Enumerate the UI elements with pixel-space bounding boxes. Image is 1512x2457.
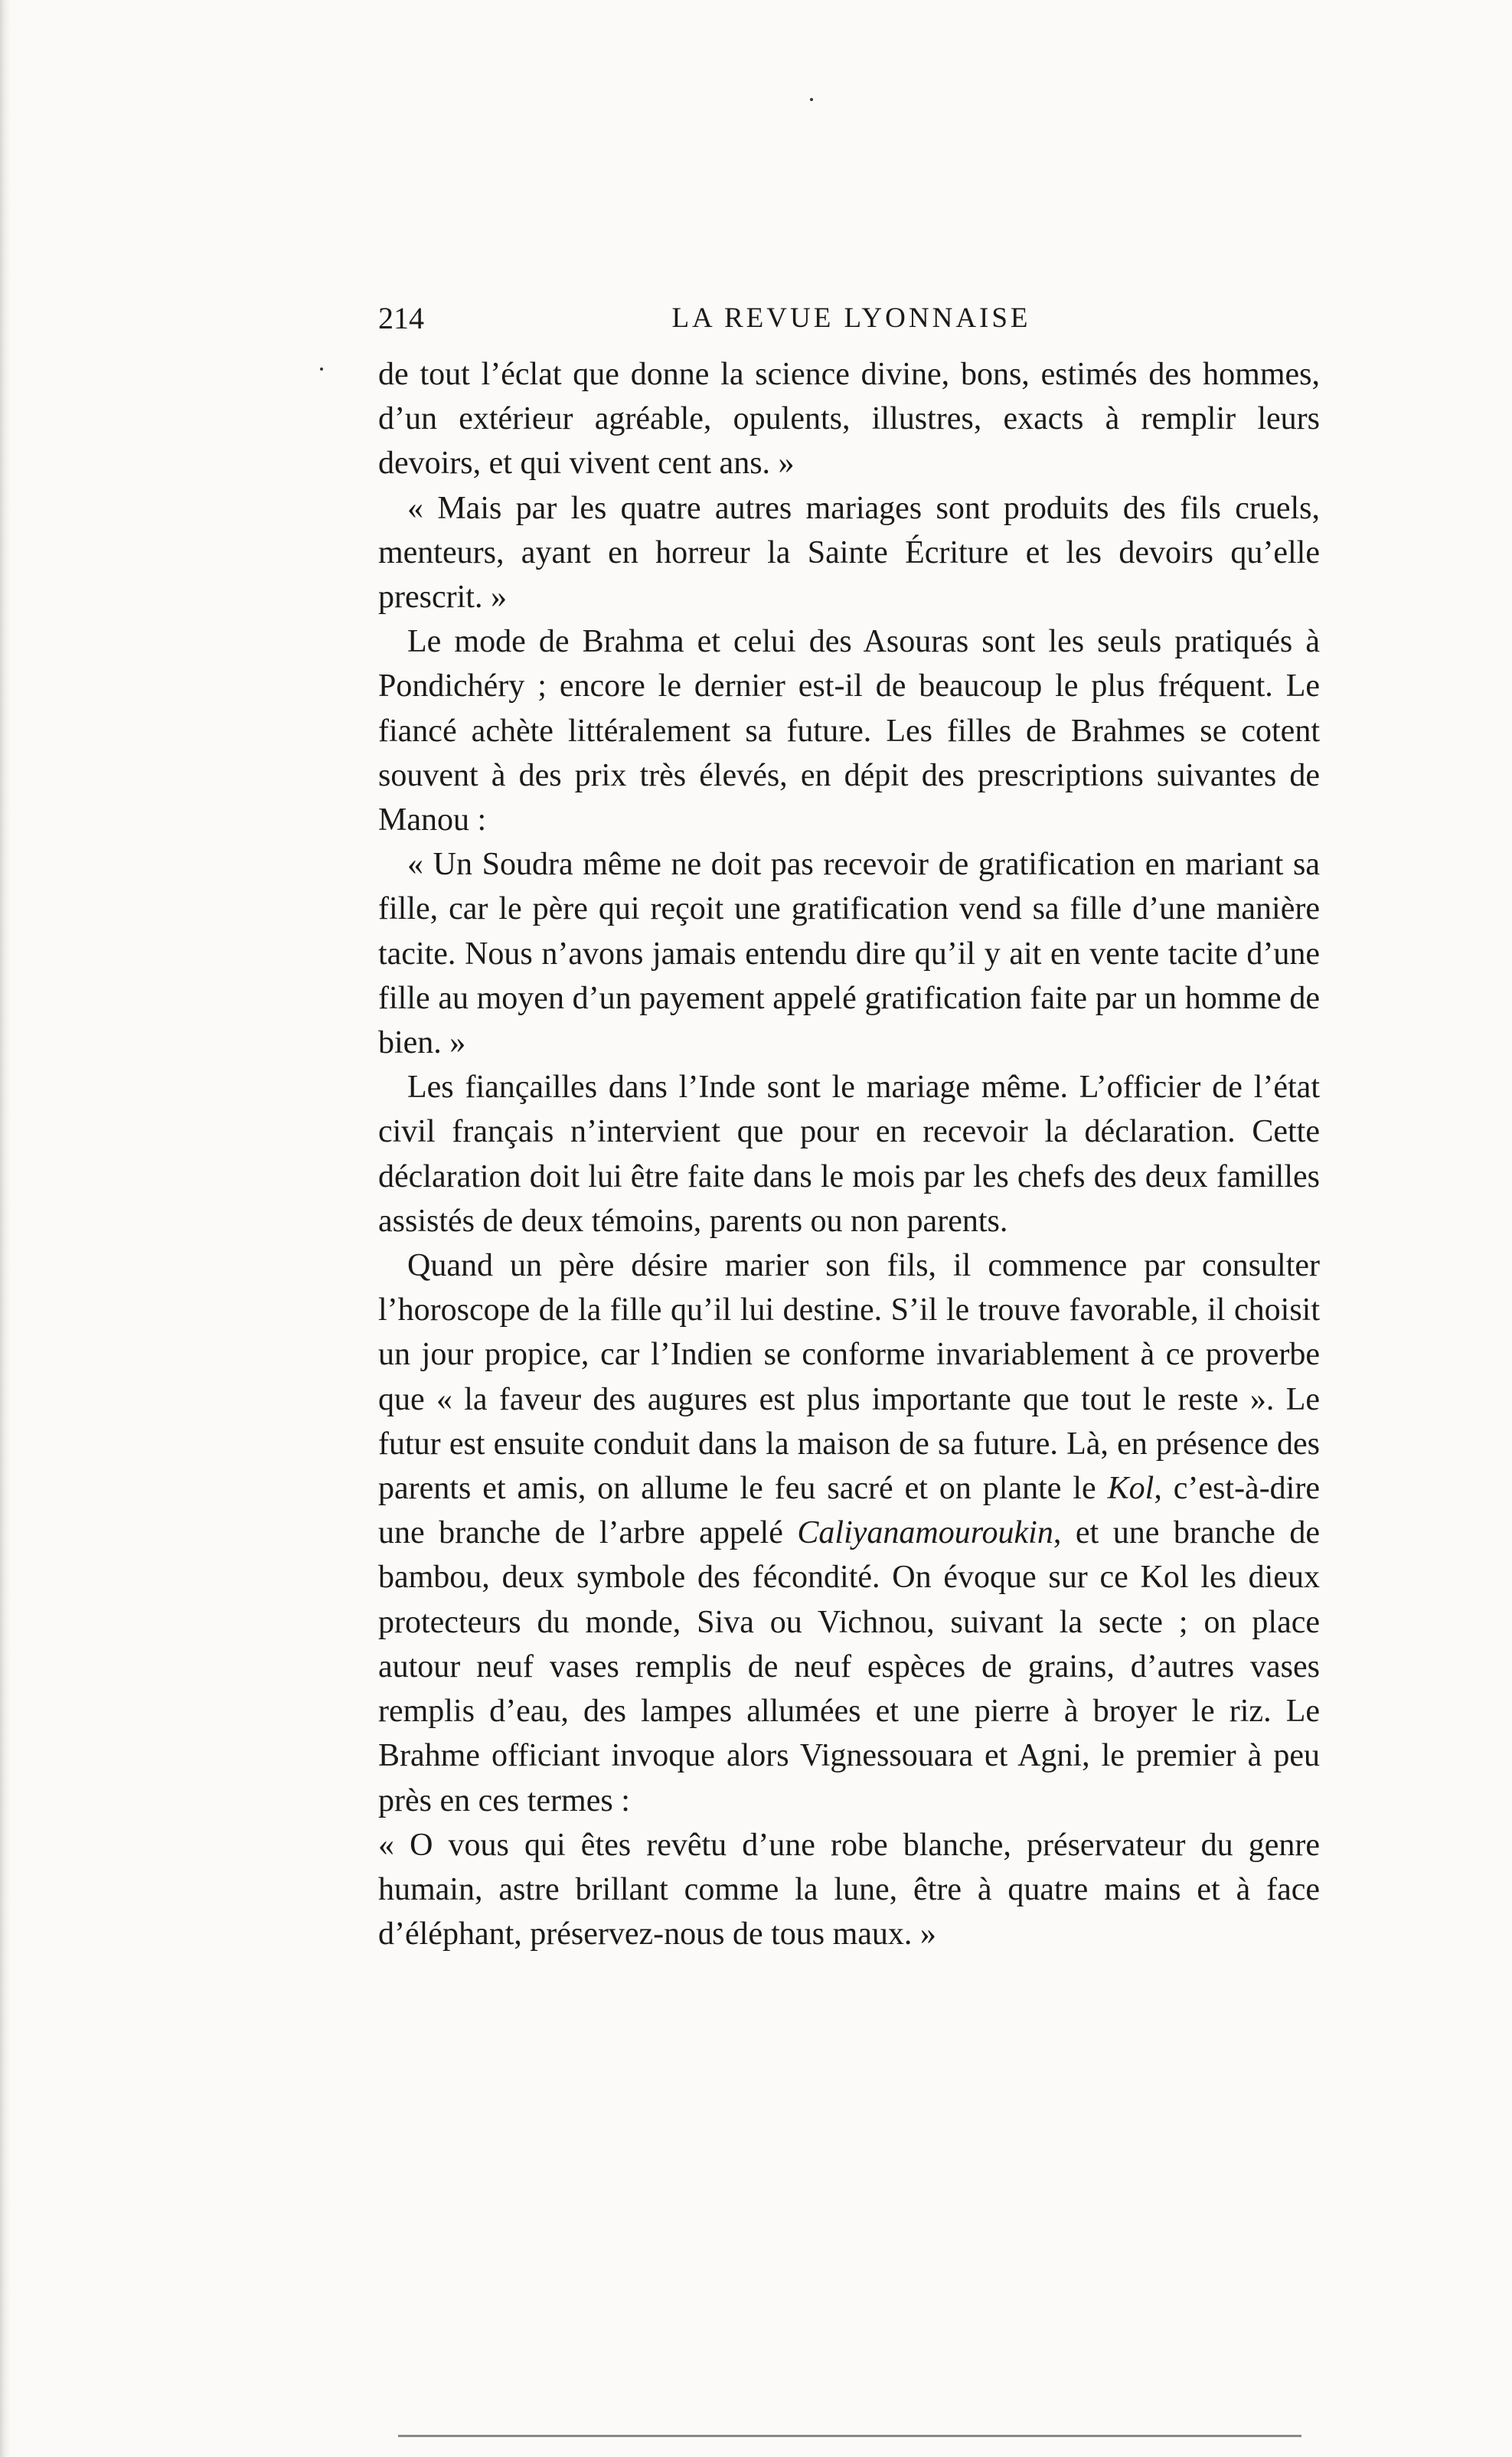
paragraph-ceremony <box>378 1243 1320 1823</box>
page-header <box>378 300 1324 338</box>
scan-speck <box>320 368 323 371</box>
term-caliyanamouroukin: Caliyanamouroukin <box>797 1515 1053 1551</box>
paragraph-quote-soudra: « Un Soudra même ne doit pas recevoir de gratification en mariant sa fille, car le père qui reçoit une gratification vend sa fille d’une manière tacite. Nous n’avons jamais entendu dire qu’il y ait en vente tacite d’une fille au moyen d’un payement appelé gratification faite par un homme de bien. » <box>378 847 1320 1061</box>
paragraph-continuation: de tout l’éclat que donne la science divine, bons, estimés des hommes, d’un extérieur agréable, opulents, illustres, exacts à remplir leurs devoirs, et qui vivent cent ans. » <box>378 357 1320 482</box>
ceremony-text-3: , et une branche de bambou, deux symbole des fécondité. On évoque sur ce Kol les dieux protecteurs du monde, Siva ou Vichnou, suivant la secte ; on place autour neuf vases remplis de neuf espèces de grains, d’autres vases remplis d’eau, des lampes allumées et une pierre à broyer le riz. Le Brahme officiant invoque alors Vignessouara et Agni, le premier à peu près en ces termes : <box>378 1515 1320 1818</box>
term-kol: Kol <box>1107 1471 1154 1507</box>
running-title: LA REVUE LYONNAISE <box>671 302 1031 334</box>
paragraph-brahma-asouras: Le mode de Brahma et celui des Asouras sont les seuls pratiqués à Pondichéry ; encore le dernier est-il de beaucoup le plus fréquent. Le fiancé achète littéralement sa future. Les filles de Brahmes se cotent souvent à des prix très élevés, en dépit des prescriptions suivantes de Manou : <box>378 624 1320 838</box>
ceremony-text-2: , c’est-à-dire une branche de l’arbre appelé <box>378 1471 1320 1551</box>
page-number: 214 <box>378 301 424 335</box>
paragraph-quote-mariages: « Mais par les quatre autres mariages sont produits des fils cruels, menteurs, ayant en horreur la Sainte Écriture et les devoirs qu’elle prescrit. » <box>378 490 1320 616</box>
paragraph-invocation: « O vous qui êtes revêtu d’une robe blanche, préservateur du genre humain, astre brillant comme la lune, être à quatre mains et à face d’éléphant, préservez-nous de tous maux. » <box>378 1827 1320 1952</box>
bottom-rule <box>398 2435 1301 2437</box>
scan-speck <box>810 98 813 101</box>
scan-page-edge <box>0 0 11 2457</box>
ceremony-text-1: Quand un père désire marier son fils, il commence par consulter l’horoscope de la fille qu’il lui destine. S’il le trouve favorable, il choisit un jour propice, car l’Indien se conforme invariablement à ce proverbe que « la faveur des augures est plus importante que tout le reste ». Le futur est ensuite conduit dans la maison de sa future. Là, en présence des parents et amis, on allume le feu sacré et on plante le <box>378 1248 1320 1507</box>
paragraph-fiancailles: Les fiançailles dans l’Inde sont le mariage même. L’officier de l’état civil français n’intervient que pour en recevoir la déclaration. Cette déclaration doit lui être faite dans le mois par les chefs des deux familles assistés de deux témoins, parents ou non parents. <box>378 1070 1320 1239</box>
body-text <box>378 352 1320 1956</box>
